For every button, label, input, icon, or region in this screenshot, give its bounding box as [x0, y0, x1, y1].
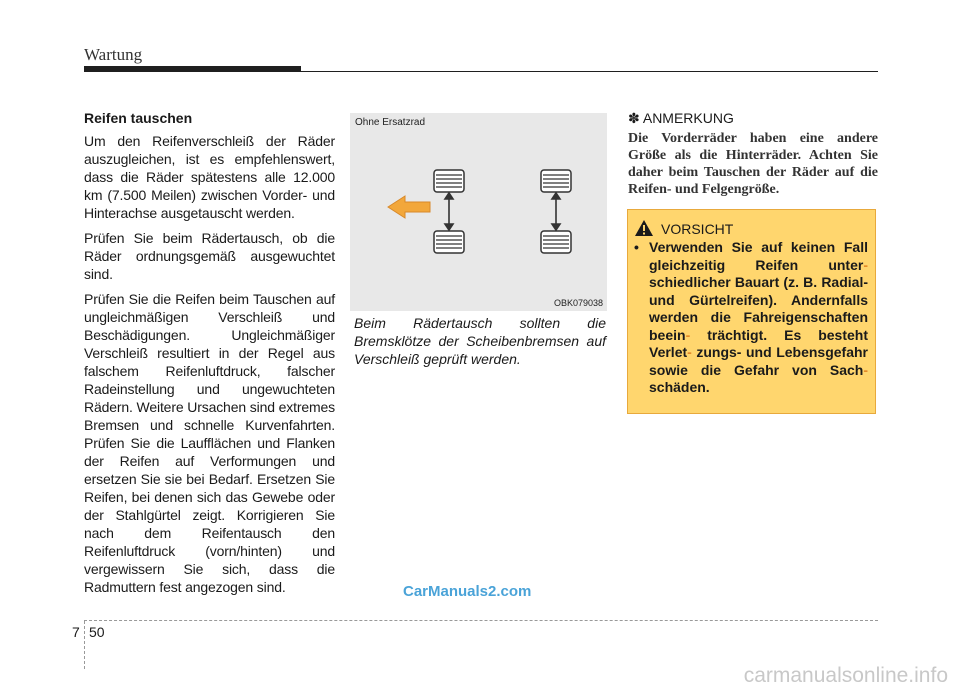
caution-text-part-2: schiedlicher Bauart (z. B. Radial- und Gürtelreifen). Andernfalls werden die Fahreigenschaften beein: [649, 274, 868, 343]
left-front-tire: [434, 170, 464, 192]
warning-triangle-icon: [634, 219, 654, 237]
swap-arrow-left: [445, 193, 453, 230]
right-front-tire: [541, 170, 571, 192]
header-rule: [301, 71, 878, 72]
hyphen-1: -: [863, 256, 868, 273]
figure-label: Ohne Ersatzrad: [355, 117, 426, 128]
paragraph-1: Um den Reifenverschleiß der Räder auszugleichen, ist es empfehlenswert, dass die Räder spätestens alle 12.000 km (7.500 Meilen) zwischen Vorder- und Hinterachse ausgetauscht werden.: [84, 133, 335, 221]
caution-title: VORSICHT: [661, 221, 734, 237]
section-title: Wartung: [84, 45, 143, 64]
caution-text-part-4: zungs- und Lebensgefahr sowie die Gefahr von Sach: [649, 344, 868, 378]
caution-text-part-3: trächtigt. Es besteht Verlet: [649, 326, 868, 360]
right-rear-tire: [541, 231, 571, 253]
note-symbol-icon: ✽: [628, 110, 640, 126]
tire-rotation-diagram: [350, 113, 607, 311]
caution-text-part-5: schäden.: [649, 379, 710, 395]
paragraph-2: Prüfen Sie beim Rädertausch, ob die Räder ordnungsgemäß ausgewuchtet sind.: [84, 230, 335, 282]
paragraph-3: Prüfen Sie die Reifen beim Tauschen auf ungleichmäßigen Verschleiß und Beschädigungen. Ungleichmäßiger Verschleiß resultiert in der Regel aus falschem Reifenluftdruck, falscher Radeinstellung und ungewuchteten Rädern. Weitere Ursachen sind extremes Bremsen und schnelle Kurvenfahrten. Prüfen Sie die Laufflächen und Flanken der Reifen auf Verformungen und ersetzen Sie sie bei Bedarf. Ersetzen Sie Reifen, bei denen sich das Gewebe oder der Stahlgürtel zeigt. Korrigieren Sie nach dem Reifentausch den Reifenluftdruck (vorn/hinten) und vergewissern Sie sich, dass die Radmuttern fest angezogen sind.: [84, 291, 335, 595]
chapter-number: 7: [72, 624, 80, 640]
note-body: Die Vorderräder haben eine andere Größe als die Hinterräder. Achten Sie daher beim Tauschen der Räder auf die Reifen- und Felgengröße.: [628, 131, 878, 197]
footer-divider: [84, 621, 85, 669]
swap-arrow-right: [552, 193, 560, 230]
figure-caption: Beim Rädertausch sollten die Bremsklötze der Scheibenbremsen auf Verschleiß geprüft werden.: [354, 315, 606, 367]
watermark-link[interactable]: CarManuals2.com: [403, 583, 532, 600]
section-heading: Reifen tauschen: [84, 110, 193, 126]
caution-text: [649, 239, 868, 397]
figure-code: OBK079038: [553, 298, 603, 308]
left-rear-tire: [434, 231, 464, 253]
tire-rotation-figure: [350, 113, 607, 311]
page-number: 50: [89, 624, 105, 640]
site-watermark: carmanualsonline.info: [743, 664, 948, 687]
tire-rotation-section: [84, 110, 335, 603]
hyphen-3: -: [687, 344, 692, 360]
hyphen-2: -: [685, 326, 691, 343]
vehicle-front-arrow-icon: [388, 196, 430, 218]
note-title: [628, 110, 734, 127]
footer-rule: [84, 620, 878, 621]
caution-text-part-1: Verwenden Sie auf keinen Fall gleichzeitig Reifen unter: [649, 239, 868, 273]
hyphen-4: -: [863, 361, 868, 378]
note-title-text: ANMERKUNG: [642, 110, 734, 126]
header-bar: [84, 66, 301, 72]
bullet-icon: •: [634, 239, 639, 255]
